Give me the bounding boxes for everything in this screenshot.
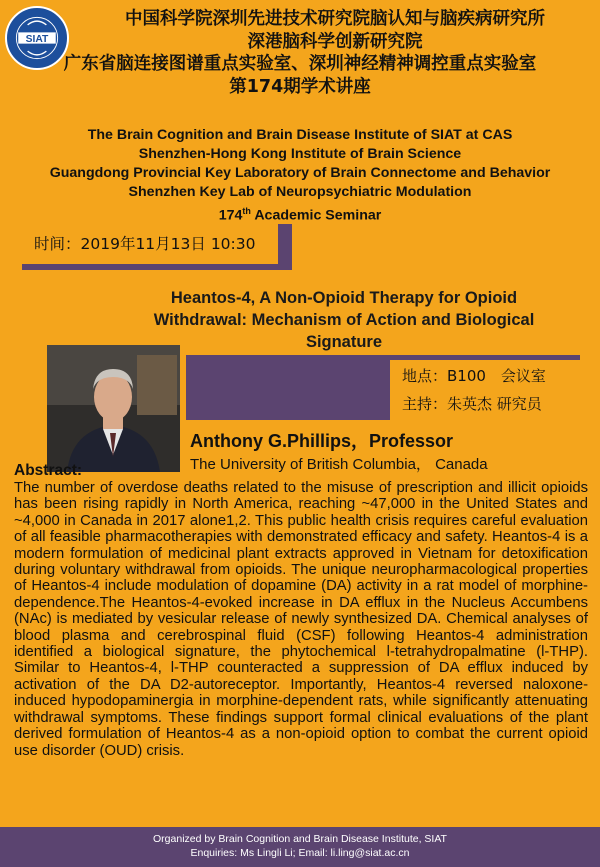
header-zh-line-3: 广东省脑连接图谱重点实验室、深圳神经精神调控重点实验室	[63, 54, 537, 74]
speaker-name: Anthony G.Phillips，Professor	[190, 431, 454, 451]
header-zh-line-1: 中国科学院深圳先进技术研究院脑认知与脑疾病研究所	[125, 9, 545, 29]
title-line-1: Heantos-4, A Non-Opioid Therapy for Opioid	[170, 289, 518, 307]
seminar-label: Academic Seminar	[254, 207, 382, 224]
venue-panel	[390, 360, 580, 420]
venue-text: 地点：B100 会议室	[402, 367, 546, 385]
header-en-line-3: Guangdong Provincial Key Laboratory of Brain Connectome and Behavior	[49, 165, 551, 181]
logo-text: SIAT	[25, 33, 49, 45]
header-en-line-1: The Brain Cognition and Brain Disease Institute of SIAT at CAS	[87, 127, 513, 143]
abstract-heading: Abstract:	[14, 462, 83, 479]
host-text: 主持：朱英杰 研究员	[402, 395, 542, 413]
speaker-photo	[47, 345, 180, 472]
seminar-number: 174	[218, 207, 243, 224]
footer-enquiries: Enquiries: Ms Lingli Li; Email: li.ling@siat.ac.cn	[190, 847, 410, 859]
footer	[0, 827, 600, 867]
footer-organizer: Organized by Brain Cognition and Brain Disease Institute, SIAT	[153, 833, 447, 845]
seminar-line	[0, 202, 600, 226]
chinese-header	[63, 8, 600, 98]
title-line-3: Signature	[305, 333, 383, 351]
header-en-line-4: Shenzhen Key Lab of Neuropsychiatric Modulation	[128, 184, 472, 200]
header-en-line-2: Shenzhen-Hong Kong Institute of Brain Science	[138, 146, 462, 162]
seminar-suffix: th	[242, 206, 251, 216]
talk-title	[88, 287, 600, 353]
abstract-body: The number of overdose deaths related to the misuse of prescription and illicit opioids has been rising rapidly in North America, reaching ~47,000 in the United States and ~4,000 in Canada in 2017 alone1,2. This public health crisis requires careful evaluation of all feasible pharmacotherapies with demonstrated efficacy and safety. Heantos-4 is a modern formulation of medicinal plant extracts approved in Vietnam for detoxification during voluntary withdrawal from opioids. The unique neuropharmacological properties of Heantos-4 include modulation of dopamine (DA) activity in a rat model of morphine-dependence.The Heantos-4-evoked increase in DA efflux in the Nucleus Accumbens (NAc) is mediated by vesicular release of newly synthesized DA. Chemical analyses of blood plasma and cerebrospinal fluid (CSF) following Heantos-4 administration identified a biological signature, the phytochemical l-tetrahydropalmatine (l-THP). Similar to Heantos-4, l-THP counteracted a suppression of DA efflux induced by activation of the DA D2-autoreceptor. Importantly, Heantos-4 reversed naloxone-induced hypodopaminergia in morphine-dependent rats, while significantly attenuating withdrawal symptoms. These findings support formal clinical evaluations of the plant derived formulation of Heantos-4 as a non-opioid option to combat the current opioid use disorder (OUD) crisis.	[14, 480, 588, 759]
time-text: 时间：2019年11月13日 10:30	[22, 224, 278, 264]
header-zh-line-4: 第174期学术讲座	[229, 76, 371, 97]
title-line-2: Withdrawal: Mechanism of Action and Biological	[153, 311, 535, 329]
speaker-affiliation: The University of British Columbia， Canada	[190, 456, 488, 473]
header-zh-line-2: 深港脑科学创新研究院	[247, 31, 423, 52]
english-header	[0, 126, 600, 226]
